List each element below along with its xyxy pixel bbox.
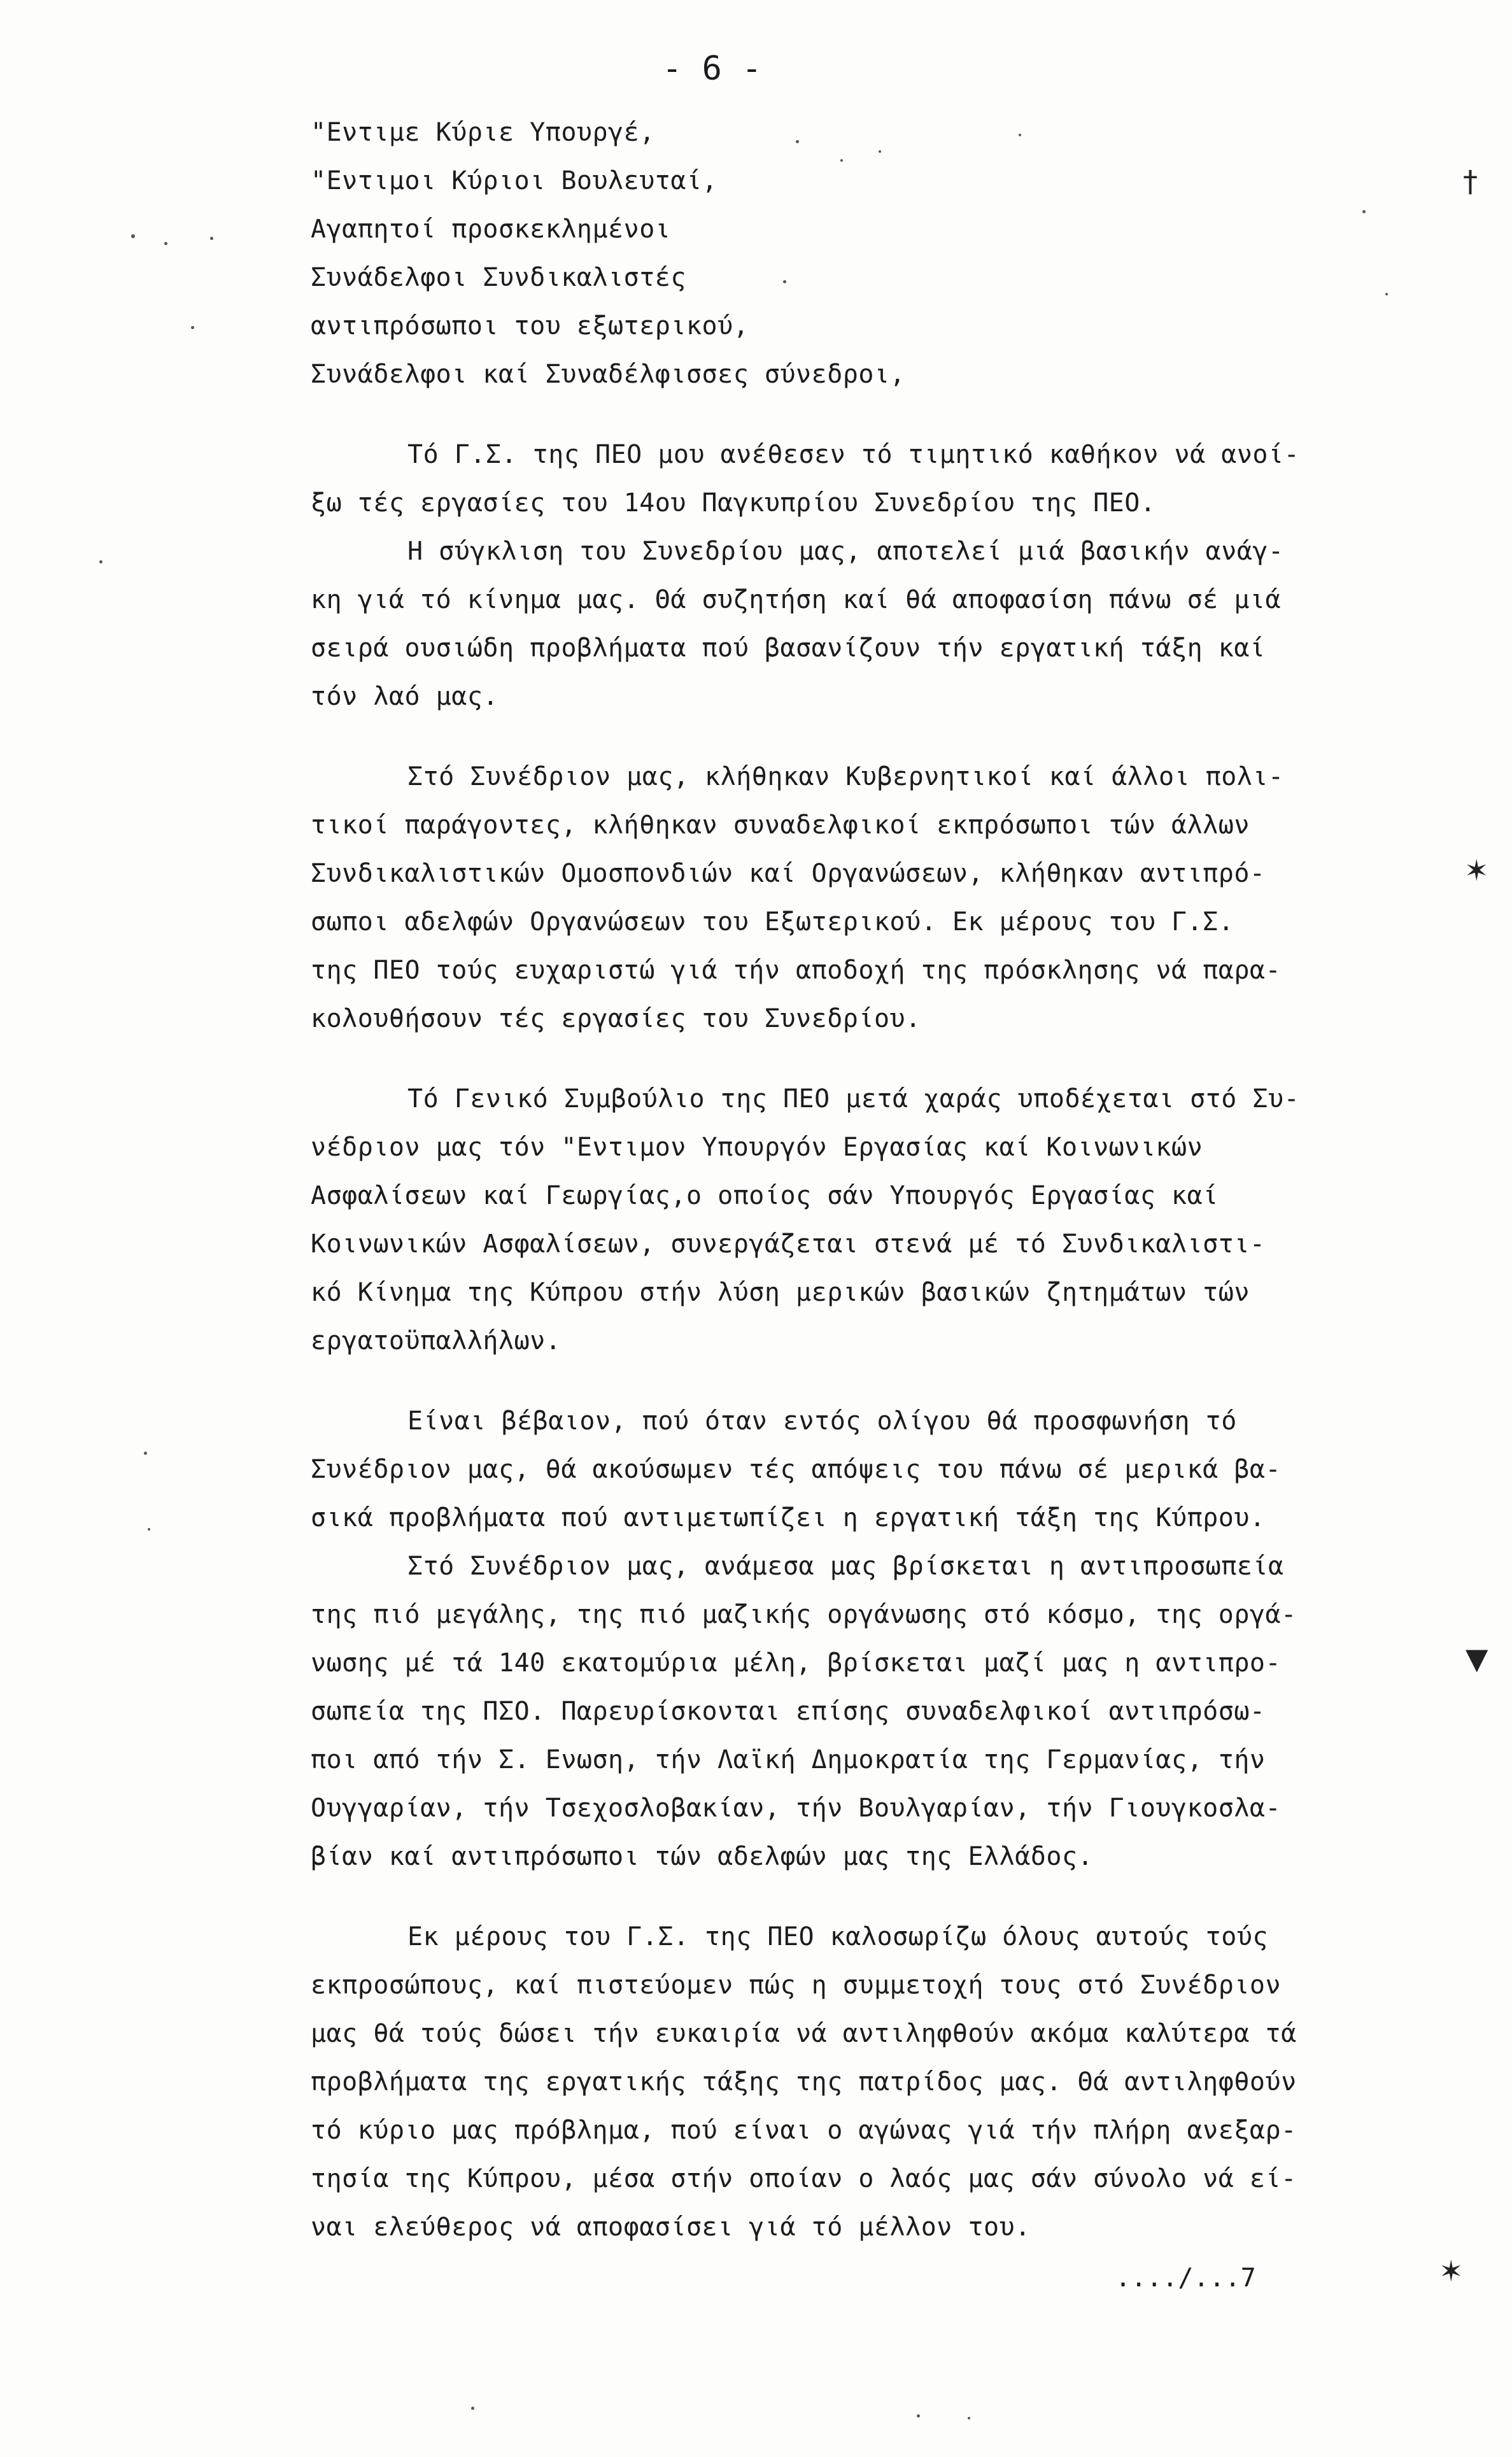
photocopy-speck — [148, 1528, 150, 1531]
photocopy-speck — [917, 2414, 920, 2418]
margin-tick-mark: † — [1463, 164, 1478, 199]
photocopy-speck — [210, 237, 213, 240]
salutation-line: "Εντιμοι Κύριοι Βουλευταί, — [311, 166, 718, 195]
body-line: μας θά τούς δώσει τήν ευκαιρία νά αντιληφθούν ακόμα καλύτερα τά — [311, 2019, 1297, 2048]
photocopy-speck — [879, 150, 881, 153]
body-line: προβλήματα της εργατικής τάξης της πατρίδος μας. Θά αντιληφθούν — [311, 2067, 1297, 2097]
margin-tick-mark: ▼ — [1466, 1641, 1488, 1676]
body-line: ναι ελεύθερος νά αποφασίσει γιά τό μέλλον του. — [311, 2213, 1031, 2242]
body-line: Είναι βέβαιον, πού όταν εντός ολίγου θά προσφωνήση τό — [407, 1406, 1237, 1436]
salutation-line: αντιπρόσωποι του εξωτερικού, — [311, 311, 749, 341]
photocopy-speck — [968, 2417, 970, 2419]
body-line: ποι από τήν Σ. Ενωση, τήν Λαϊκή Δημοκρατία της Γερμανίας, τήν — [311, 1745, 1266, 1774]
body-line: νωσης μέ τά 140 εκατομύρια μέλη, βρίσκεται μαζί μας η αντιπρο- — [311, 1648, 1282, 1678]
photocopy-speck — [191, 326, 194, 329]
body-line: εργατοϋπαλλήλων. — [311, 1326, 562, 1356]
body-line: της πιό μεγάλης, της πιό μαζικής οργάνωσης στό κόσμο, της οργά- — [311, 1600, 1297, 1629]
photocopy-speck — [144, 1452, 147, 1455]
body-line: τησία της Κύπρου, μέσα στήν οποίαν ο λαός μας σάν σύνολο νά εί- — [311, 2164, 1297, 2193]
body-line: Συνδικαλιστικών Ομοσπονδιών καί Οργανώσεων, κλήθηκαν αντιπρό- — [311, 859, 1266, 888]
body-line: Κοινωνικών Ασφαλίσεων, συνεργάζεται στενά μέ τό Συνδικαλιστι- — [311, 1229, 1266, 1259]
body-line: τικοί παράγοντες, κλήθηκαν συναδελφικοί εκπρόσωποι τών άλλων — [311, 811, 1250, 840]
body-line: ξω τές εργασίες του 14ου Παγκυπρίου Συνεδρίου της ΠΕΟ. — [311, 488, 1156, 518]
photocopy-speck — [471, 2407, 474, 2410]
body-line: κό Κίνημα της Κύπρου στήν λύση μερικών βασικών ζητημάτων τών — [311, 1278, 1250, 1307]
photocopy-speck — [783, 280, 786, 283]
body-line: Τό Γ.Σ. της ΠΕΟ μου ανέθεσεν τό τιμητικό καθήκον νά ανοί- — [407, 440, 1300, 469]
body-line: Στό Συνέδριον μας, ανάμεσα μας βρίσκεται η αντιπροσωπεία — [407, 1552, 1284, 1581]
body-line: κη γιά τό κίνημα μας. Θά συζητήση καί θά αποφασίση πάνω σέ μιά — [311, 585, 1282, 614]
body-line: σωποι αδελφών Οργανώσεων του Εξωτερικού. Εκ μέρους του Γ.Σ. — [311, 907, 1234, 937]
photocopy-speck — [840, 159, 843, 162]
body-line: τόν λαό μας. — [311, 682, 498, 711]
margin-tick-mark: ✶ — [1464, 853, 1489, 888]
photocopy-speck — [796, 140, 799, 143]
margin-tick-mark: ✶ — [1439, 2254, 1464, 2288]
salutation-line: "Εντιμε Κύριε Υπουργέ, — [311, 118, 655, 147]
salutation-line: Συνάδελφοι καί Συναδέλφισσες σύνεδροι, — [311, 360, 906, 389]
photocopy-speck — [131, 234, 135, 238]
body-line: Ασφαλίσεων καί Γεωργίας,ο οποίος σάν Υπουργός Εργασίας καί — [311, 1181, 1219, 1210]
body-line: σειρά ουσιώδη προβλήματα πού βασανίζουν τήν εργατική τάξη καί — [311, 634, 1266, 663]
body-line: σωπεία της ΠΣΟ. Παρευρίσκονται επίσης συναδελφικοί αντιπρόσω- — [311, 1697, 1266, 1726]
body-line: Συνέδριον μας, θά ακούσωμεν τές απόψεις του πάνω σέ μερικά βα- — [311, 1455, 1282, 1484]
body-line: Ουγγαρίαν, τήν Τσεχοσλοβακίαν, τήν Βουλγαρίαν, τήν Γιουγκοσλα- — [311, 1794, 1282, 1823]
page-number: - 6 - — [662, 50, 762, 88]
continuation-marker: ..../...7 — [1115, 2263, 1257, 2293]
body-line: Η σύγκλιση του Συνεδρίου μας, αποτελεί μιά βασικήν ανάγ- — [407, 537, 1284, 566]
photocopy-speck — [164, 242, 167, 245]
body-line: νέδριον μας τόν "Εντιμον Υπουργόν Εργασίας καί Κοινωνικών — [311, 1133, 1203, 1162]
body-line: Στό Συνέδριον μας, κλήθηκαν Κυβερνητικοί καί άλλοι πολι- — [407, 762, 1284, 791]
body-line: Εκ μέρους του Γ.Σ. της ΠΕΟ καλοσωρίζω όλους αυτούς τούς — [407, 1922, 1269, 1951]
body-line: σικά προβλήματα πού αντιμετωπίζει η εργατική τάξη της Κύπρου. — [311, 1503, 1266, 1533]
salutation-line: Συνάδελφοι Συνδικαλιστές — [311, 263, 686, 292]
body-line: εκπροσώπους, καί πιστεύομεν πώς η συμμετοχή τους στό Συνέδριον — [311, 1971, 1282, 2000]
body-line: της ΠΕΟ τούς ευχαριστώ γιά τήν αποδοχή της πρόσκλησης νά παρα- — [311, 956, 1282, 985]
body-line: βίαν καί αντιπρόσωποι τών αδελφών μας της Ελλάδος. — [311, 1842, 1094, 1871]
salutation-line: Αγαπητοί προσκεκλημένοι — [311, 215, 671, 244]
body-line: Τό Γενικό Συμβούλιο της ΠΕΟ μετά χαράς υποδέχεται στό Συ- — [407, 1084, 1300, 1114]
body-line: τό κύριο μας πρόβλημα, πού είναι ο αγώνας γιά τήν πλήρη ανεξαρ- — [311, 2116, 1297, 2145]
photocopy-speck — [1385, 293, 1388, 295]
photocopy-speck — [99, 560, 102, 563]
photocopy-speck — [1019, 134, 1021, 136]
body-line: κολουθήσουν τές εργασίες του Συνεδρίου. — [311, 1004, 921, 1033]
photocopy-speck — [1362, 210, 1366, 213]
